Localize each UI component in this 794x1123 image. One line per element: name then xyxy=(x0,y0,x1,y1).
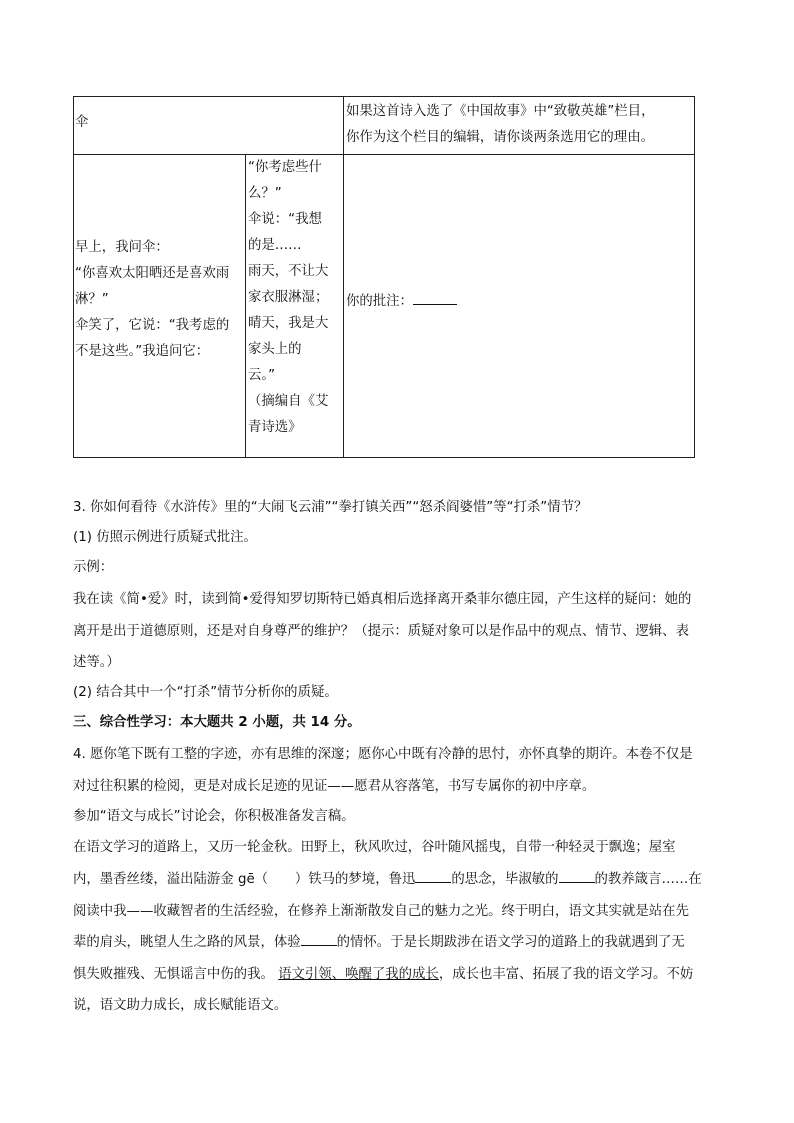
q4-line: 阅读中我——收藏智者的生活经验，在修养上渐渐散发自己的魅力之光。终于明白，语文其实就是站在先 xyxy=(73,904,689,919)
q3-sub2: (2) 结合其中一个“打杀”情节分析你的质疑。 xyxy=(73,685,338,700)
poem-line: 不是这些。”我追问它： xyxy=(75,344,210,359)
table-row-divider xyxy=(73,154,695,155)
table-border-left xyxy=(73,96,74,458)
poem-line: 淋？” xyxy=(75,292,109,307)
poem-line: 雨天，不让大 xyxy=(248,264,329,279)
table-border-bottom xyxy=(73,457,695,458)
q3-example-label: 示例： xyxy=(73,560,114,575)
poem-annotation-table xyxy=(73,96,695,458)
poem-line: 云。” xyxy=(248,368,276,383)
table-border-top xyxy=(73,96,695,97)
section-heading: 三、综合性学习：本大题共 2 小题，共 14 分。 xyxy=(73,715,361,730)
poem-line: 家头上的 xyxy=(248,342,302,357)
annotation-label: 你的批注： xyxy=(346,294,413,309)
fill-blank-1[interactable] xyxy=(415,868,451,883)
q4-line: 参加“语文与成长”讨论会，你积极准备发言稿。 xyxy=(73,809,355,824)
q4-line: 在语文学习的道路上，又历一轮金秋。田野上，秋风吹过，谷叶随风摇曳，自带一种轻灵于飘逸；屋室 xyxy=(73,840,676,855)
q3-title: 3. 你如何看待《水浒传》里的“大闹飞云浦”“拳打镇关西”“怒杀阎婆惜”等“打杀”情节？ xyxy=(73,500,588,515)
q4-line: 4. 愿你笔下既有工整的字迹，亦有思维的深邃；愿你心中既有冷静的思忖，亦怀真挚的期许。本卷不仅是 xyxy=(73,747,693,762)
q4-line-with-blanks xyxy=(73,865,702,895)
q4-line-with-blank xyxy=(73,928,685,958)
q3-example-line: 述等。） xyxy=(73,655,120,670)
poem-line: 么？” xyxy=(248,186,282,201)
poem-line: “你喜欢太阳晒还是喜欢雨 xyxy=(75,266,230,281)
q3-example-line: 离开是出于道德原则，还是对自身尊严的维护？（提示：质疑对象可以是作品中的观点、情节、逻辑、表 xyxy=(73,624,689,639)
poem-line: 的是…… xyxy=(248,238,302,253)
annotation-blank[interactable] xyxy=(413,290,457,305)
q4-line: 对过往积累的检阅，更是对成长足迹的见证——愿君从容落笔，书写专属你的初中序章。 xyxy=(73,779,596,794)
fill-blank-2[interactable] xyxy=(559,868,595,883)
q4-text: ，成长也丰富、拓展了我的语文学习。不妨 xyxy=(438,967,694,982)
table-border-right xyxy=(694,96,695,458)
poem-line: 晴天，我是大 xyxy=(248,316,329,331)
table-col-divider xyxy=(343,96,344,458)
poem-line: （摘编自《艾 xyxy=(248,394,329,409)
q4-text: 的思念，毕淑敏的 xyxy=(451,872,559,887)
table-header-right-line-2: 你作为这个栏目的编辑，请你谈两条选用它的理由。 xyxy=(346,130,654,145)
poem-line: 家衣服淋湿； xyxy=(248,290,329,305)
underlined-sentence: 语文引领、唤醒了我的成长 xyxy=(278,967,439,982)
q4-line: 说，语文助力成长，成长赋能语文。 xyxy=(73,998,288,1013)
poem-line: 青诗选》 xyxy=(248,420,302,435)
q4-text: 内，墨香丝缕，溢出陆游金 gē（ ）铁马的梦境，鲁迅 xyxy=(73,872,416,887)
table-header-left: 伞 xyxy=(75,115,89,130)
poem-line: 早上，我问伞： xyxy=(75,240,169,255)
table-header-right-line-1: 如果这首诗入选了《中国故事》中“致敬英雄”栏目， xyxy=(346,104,655,119)
q4-text: 辈的肩头，眺望人生之路的风景，体验 xyxy=(73,935,301,950)
fill-blank-3[interactable] xyxy=(301,931,337,946)
q4-text: 惧失败摧残、无惧谣言中伤的我。 xyxy=(73,967,274,982)
table-subcol-divider xyxy=(245,154,246,458)
poem-line: 伞说：“我想 xyxy=(248,212,322,227)
q4-text: 的教养箴言……在 xyxy=(594,872,702,887)
q4-line-underlined xyxy=(73,960,693,990)
annotation-prompt xyxy=(346,289,457,315)
q3-example-line: 我在读《简•爱》时，读到简•爱得知罗切斯特已婚真相后选择离开桑菲尔德庄园，产生这样的疑问：她的 xyxy=(73,592,692,607)
q3-sub1: (1) 仿照示例进行质疑式批注。 xyxy=(73,530,257,545)
poem-line: 伞笑了，它说：“我考虑的 xyxy=(75,318,230,333)
q4-text: 的情怀。于是长期跋涉在语文学习的道路上的我就遇到了无 xyxy=(336,935,685,950)
poem-line: “你考虑些什 xyxy=(248,160,322,175)
